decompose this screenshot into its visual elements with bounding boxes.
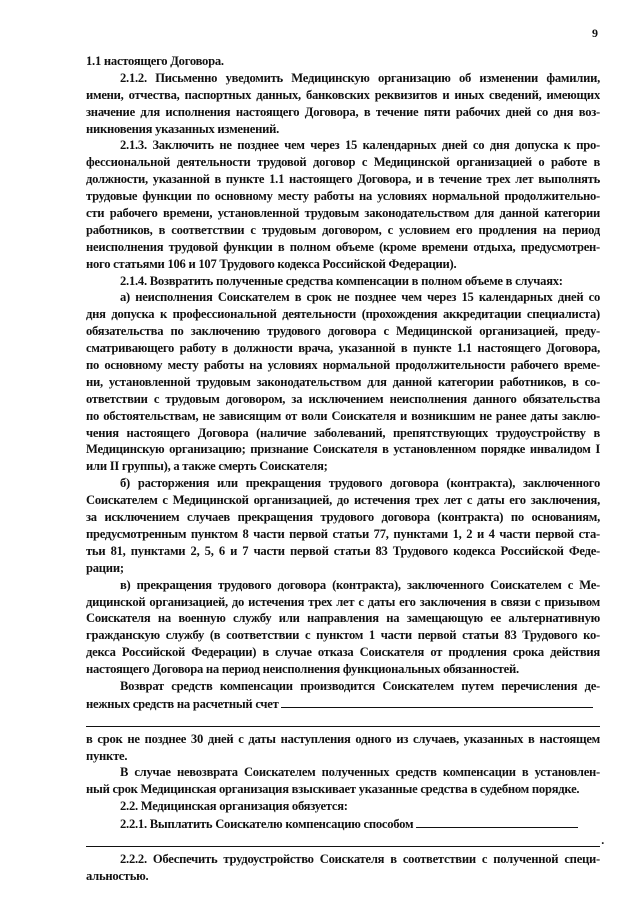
text-line: сматривающего работу в должности врача, указанной в пункте 1.1 настоящего Договора, <box>86 341 600 356</box>
text-line: неисполнения трудовой функции в полном объеме (кроме времени отдыха, предусмотрен- <box>86 239 600 254</box>
text-line: рации; <box>86 560 124 575</box>
text-line: ни, установленной трудовым законодательством для данной категории работников, в со- <box>86 374 600 389</box>
document-body <box>86 53 604 885</box>
text-line: тьи 81, пунктами 2, 5, 6 и 7 части первой статьи 83 Трудового кодекса Российской Феде- <box>86 543 600 558</box>
non-return-line: В случае невозврата Соискателем полученных средств компенсации в установлен- <box>120 765 600 780</box>
rule-end-dot: . <box>601 832 604 847</box>
payment-method-blank-rule <box>86 832 604 851</box>
text-line: дня допуска к профессиональной деятельности (прохождения аккредитации специалиста) <box>86 307 600 322</box>
page-number: 9 <box>592 26 598 40</box>
clause-2-2-2-line: 2.2.2. Обеспечить трудоустройство Соискателя в соответствии с полученной специ- <box>120 851 600 866</box>
text-line: в срок не позднее 30 дней с даты наступления одного из случаев, указанных в настоящем <box>86 731 600 746</box>
account-blank-field <box>281 695 593 708</box>
text-line: фессиональной деятельности трудовой договор с Медицинской организацией о работе в <box>86 155 600 170</box>
text-line: декса Российской Федерации) в случае отказа Соискателя от продления срока действия <box>86 645 600 660</box>
payment-method-label: 2.2.1. Выплатить Соискателю компенсацию способом <box>120 817 414 832</box>
text-line: пункте. <box>86 748 128 763</box>
text-line: ответствии с трудовым договором, за исключением неисполнения данного обязательства <box>86 391 600 406</box>
text-line: или II группы), а также смерть Соискателя; <box>86 459 328 474</box>
text-line: альностью. <box>86 868 149 883</box>
item-v-line: в) прекращения трудового договора (контракта), заключенного Соискателем с Ме- <box>120 577 600 592</box>
text-line: настоящего Договора на период неисполнения функциональных обязанностей. <box>86 662 519 677</box>
text-line: предусмотренным пунктом 8 части первой статьи 77, пунктами 1, 2 и 4 части первой ста- <box>86 526 600 541</box>
text-line: имени, отчества, паспортных данных, банковских реквизитов и иных сведений, имеющих <box>86 87 600 102</box>
clause-2-1-4-line: 2.1.4. Возвратить полученные средства компенсации в полном объеме в случаях: <box>120 273 563 288</box>
text-line: дицинской организацией, до истечения трех лет с даты его заключения в связи с призывом <box>86 594 600 609</box>
clause-2-2-heading: 2.2. Медицинская организация обязуется: <box>120 799 348 814</box>
account-label: нежных средств на расчетный счет <box>86 696 279 711</box>
refund-line: Возврат средств компенсации производится Соискателем путем перечисления де- <box>120 678 600 693</box>
account-line <box>86 695 600 712</box>
clause-2-1-3-line: 2.1.3. Заключить не позднее чем через 15 календарных дней со дня допуска к про- <box>120 138 600 153</box>
text-line: Соискателя на военную службу или направления на замещающую ее альтернативную <box>86 611 600 626</box>
text-line: никновения указанных изменений. <box>86 121 279 136</box>
clause-2-2-1-line <box>86 815 600 832</box>
item-b-line: б) расторжения или прекращения трудового договора (контракта), заключенного <box>120 476 600 491</box>
text-line: трудовые функции по основному месту работы на условиях нормальной продолжительно- <box>86 189 600 204</box>
text-line: чения настоящего Договора (наличие заболеваний, препятствующих трудоустройству в <box>86 425 600 440</box>
text-line: 1.1 настоящего Договора. <box>86 54 224 68</box>
text-line: ного статьями 106 и 107 Трудового кодекса Российской Федерации). <box>86 256 457 271</box>
text-line: за исключением случаев прекращения трудового договора (контракта) по основаниям, <box>86 510 600 525</box>
account-blank-rule <box>86 714 600 731</box>
text-line: должности, указанной в пункте 1.1 настоящего Договора, и в течение трех лет выполнять <box>86 172 600 187</box>
clause-2-1-2-line: 2.1.2. Письменно уведомить Медицинскую организацию об изменении фамилии, <box>120 70 600 85</box>
text-line: гражданскую службу (в соответствии с пунктом 1 части первой статьи 83 Трудового ко- <box>86 628 600 643</box>
payment-method-blank-field <box>416 815 578 828</box>
text-line: значение для исполнения настоящего Договора, в течение пяти рабочих дней со дня воз- <box>86 104 600 119</box>
text-line: Медицинскую организацию; признание Соискателя в установленном порядке инвалидом I <box>86 442 600 457</box>
text-line: сти рабочего времени, установленной трудовым законодательством для данной категории <box>86 206 600 221</box>
text-line: Соискателем с Медицинской организацией, до истечения трех лет с даты его заключения, <box>86 493 600 508</box>
item-a-line: а) неисполнения Соискателем в срок не позднее чем через 15 календарных дней со <box>120 290 600 305</box>
text-line: работников, в соответствии с трудовым договором, с условием его продления на период <box>86 222 600 237</box>
text-line: по основному месту работы на условиях нормальной продолжительности рабочего време- <box>86 358 600 373</box>
text-line: по обстоятельствам, не зависящим от воли Соискателя и возникшим не ранее даты заклю- <box>86 408 600 423</box>
text-line: ный срок Медицинская организация взыскивает указанные средства в судебном порядке. <box>86 782 580 797</box>
text-line: обязательства по заключению трудового договора с Медицинской организацией, преду- <box>86 324 600 339</box>
